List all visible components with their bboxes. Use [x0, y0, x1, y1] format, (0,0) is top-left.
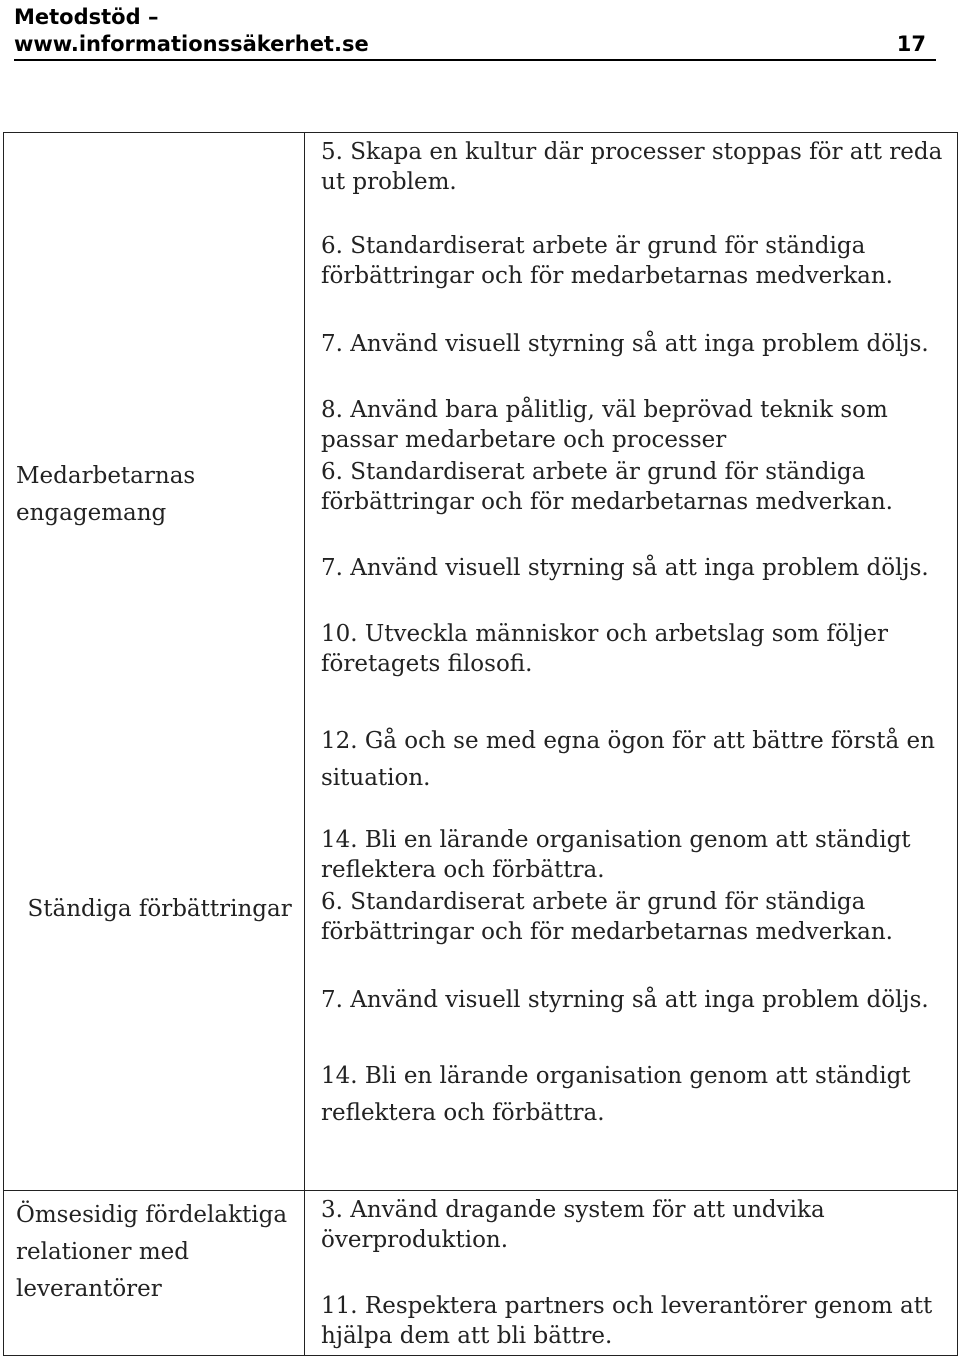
row-label-leverantorer: Ömsesidig fördelaktiga relationer med leverantörer	[16, 1202, 288, 1302]
list-item: 5. Skapa en kultur där processer stoppas för att reda ut problem.	[321, 139, 943, 195]
header-title: Metodstöd –	[14, 5, 159, 29]
list-item: 10. Utveckla människor och arbetslag som följer företagets filosofi.	[321, 621, 888, 677]
list-item: 14. Bli en lärande organisation genom att ständigt reflektera och förbättra.	[321, 1063, 911, 1126]
row-content-cell	[305, 1191, 958, 1356]
row-label-forbattringar: Ständiga förbättringar	[27, 895, 292, 922]
list-item: 6. Standardiserat arbete är grund för ständiga förbättringar och för medarbetarnas medverkan.	[321, 889, 893, 945]
list-item: 7. Använd visuell styrning så att inga problem döljs.	[321, 331, 929, 357]
row-label-engagemang: Medarbetarnas engagemang	[16, 463, 196, 526]
list-item: 7. Använd visuell styrning så att inga problem döljs.	[321, 555, 929, 581]
list-item: 3. Använd dragande system för att undvika överproduktion.	[321, 1197, 825, 1253]
table-row	[4, 133, 958, 1191]
row-label-cell	[4, 133, 305, 1191]
list-item: 8. Använd bara pålitlig, väl beprövad teknik som passar medarbetare och processer	[321, 397, 888, 453]
table-row	[4, 1191, 958, 1356]
page-number: 17	[896, 32, 926, 56]
list-item: 6. Standardiserat arbete är grund för ständiga förbättringar och för medarbetarnas medverkan.	[321, 233, 893, 289]
list-item: 12. Gå och se med egna ögon för att bättre förstå en situation.	[321, 728, 935, 791]
principles-table	[3, 132, 958, 1356]
row-content-cell	[305, 133, 958, 1191]
list-item: 11. Respektera partners och leverantörer genom att hjälpa dem att bli bättre.	[321, 1293, 933, 1349]
header-url: www.informationssäkerhet.se	[14, 32, 369, 56]
row-label-cell	[4, 1191, 305, 1356]
list-item: 6. Standardiserat arbete är grund för ständiga förbättringar och för medarbetarnas medverkan.	[321, 459, 893, 515]
list-item: 14. Bli en lärande organisation genom att ständigt reflektera och förbättra.	[321, 827, 911, 883]
page-header	[14, 2, 936, 61]
list-item: 7. Använd visuell styrning så att inga problem döljs.	[321, 987, 929, 1013]
